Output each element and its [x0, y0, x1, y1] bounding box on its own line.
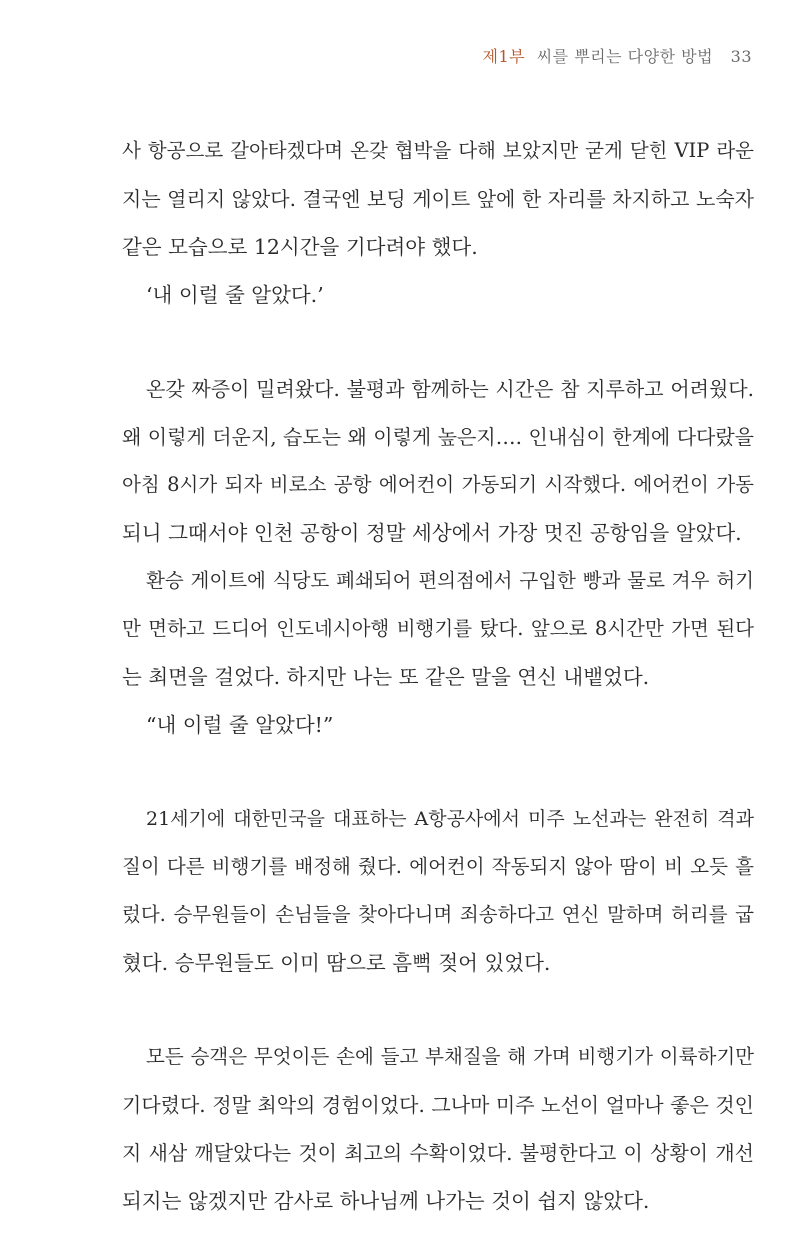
part-label: 제1부: [482, 47, 526, 66]
text-line: 는 최면을 걸었다. 하지만 나는 또 같은 말을 연신 내뱉었다.: [122, 665, 650, 689]
chapter-title: 씨를 뿌리는 다양한 방법: [536, 47, 714, 66]
text-line: “내 이럴 줄 알았다!”: [146, 713, 334, 737]
text-line: 지 새삼 깨달았다는 것이 최고의 수확이었다. 불평한다고 이 상황이 개선: [122, 1141, 754, 1165]
text-line: 되지는 않겠지만 감사로 하나님께 나가는 것이 쉽지 않았다.: [122, 1189, 650, 1213]
text-line: 렀다. 승무원들이 손님들을 찾아다니며 죄송하다고 연신 말하며 허리를 굽: [122, 903, 754, 926]
text-line: 되니 그때서야 인천 공항이 정말 세상에서 가장 멋진 공항임을 알았다.: [122, 521, 742, 545]
paragraph: [122, 557, 754, 701]
paragraph-gap: [122, 319, 754, 365]
text-line: 아침 8시가 되자 비로소 공항 에어컨이 가동되기 시작했다. 에어컨이 가동: [122, 473, 754, 496]
text-line: 지는 열리지 않았다. 결국엔 보딩 게이트 앞에 한 자리를 차지하고 노숙자: [122, 187, 754, 211]
body-text: [122, 127, 754, 1225]
paragraph: [122, 1033, 754, 1225]
text-line: 기다렸다. 정말 최악의 경험이었다. 그나마 미주 노선이 얼마나 좋은 것인: [122, 1093, 754, 1117]
text-line: 같은 모습으로 12시간을 기다려야 했다.: [122, 235, 478, 259]
text-line: 혔다. 승무원들도 이미 땀으로 흠뻑 젖어 있었다.: [122, 951, 551, 975]
quote-paragraph: [122, 271, 754, 319]
running-header: [483, 44, 752, 67]
paragraph-gap: [122, 987, 754, 1033]
text-line: 만 면하고 드디어 인도네시아행 비행기를 탔다. 앞으로 8시간만 가면 된다: [122, 617, 754, 640]
text-line: 질이 다른 비행기를 배정해 줬다. 에어컨이 작동되지 않아 땀이 비 오듯 흘: [122, 855, 754, 878]
paragraph: [122, 365, 754, 557]
text-line: 사 항공으로 갈아타겠다며 온갖 협박을 다해 보았지만 굳게 닫힌 VIP 라운: [122, 139, 754, 162]
page-number: 33: [730, 47, 752, 66]
text-line: ‘내 이럴 줄 알았다.’: [146, 283, 324, 307]
paragraph-gap: [122, 749, 754, 795]
text-line: 21세기에 대한민국을 대표하는 A항공사에서 미주 노선과는 완전히 격과: [146, 808, 754, 830]
paragraph: [122, 795, 754, 987]
text-line: 왜 이렇게 더운지, 습도는 왜 이렇게 높은지…. 인내심이 한계에 다다랐을: [122, 425, 754, 449]
text-line: 모든 승객은 무엇이든 손에 들고 부채질을 해 가며 비행기가 이륙하기만: [146, 1045, 754, 1068]
text-line: 온갖 짜증이 밀려왔다. 불평과 함께하는 시간은 참 지루하고 어려웠다.: [146, 377, 754, 401]
text-line: 환승 게이트에 식당도 폐쇄되어 편의점에서 구입한 빵과 물로 겨우 허기: [146, 569, 754, 592]
quote-paragraph: [122, 701, 754, 749]
paragraph: [122, 127, 754, 271]
